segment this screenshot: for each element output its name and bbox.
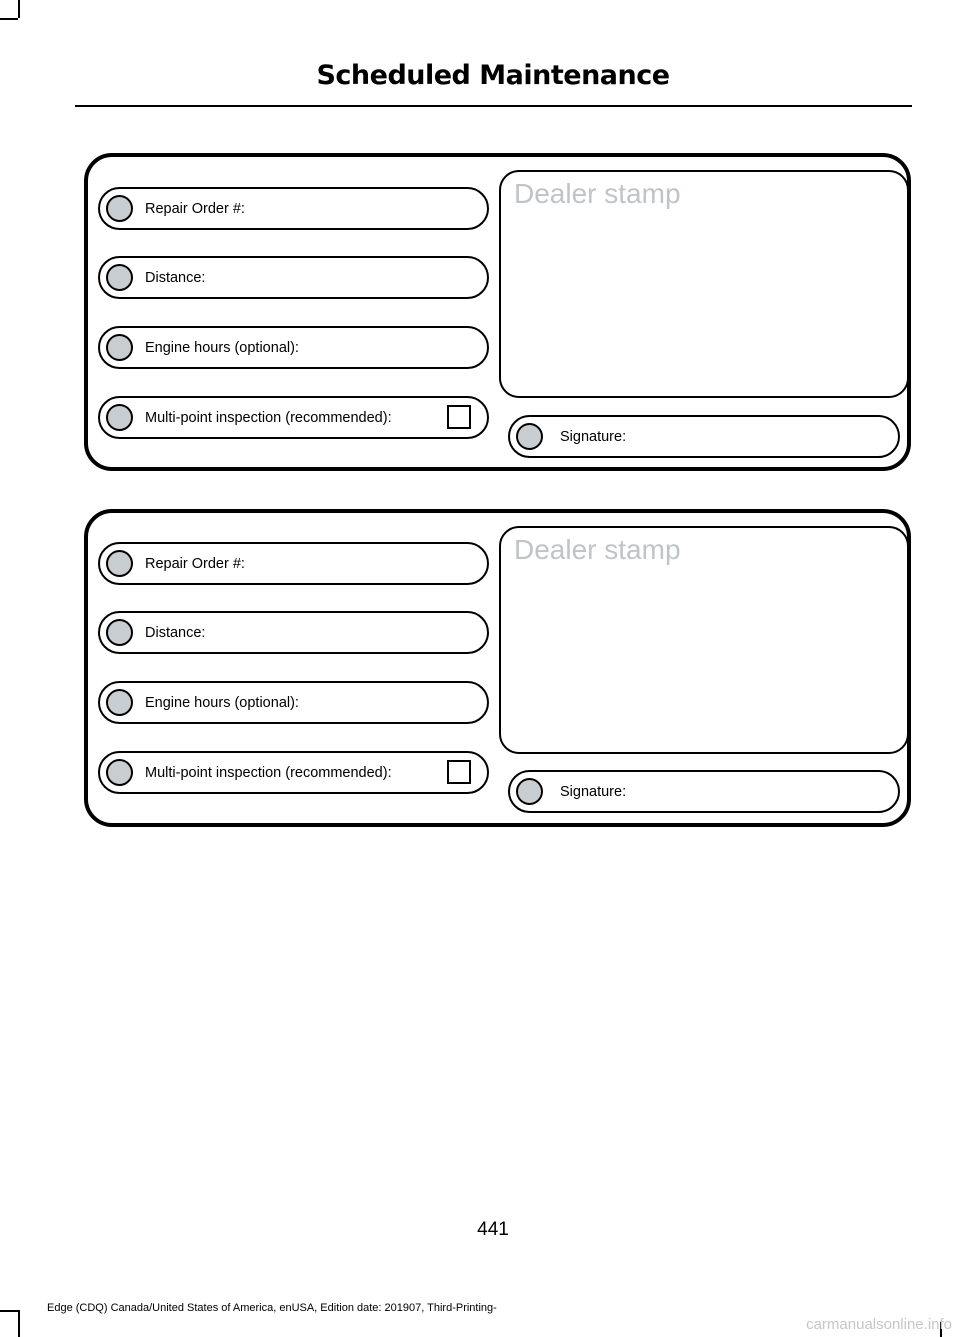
crop-mark-top-left <box>18 0 20 18</box>
inspection-checkbox[interactable] <box>447 760 471 784</box>
dealer-stamp-label: Dealer stamp <box>514 534 681 565</box>
signature-field[interactable] <box>508 770 900 813</box>
field-marker-icon <box>106 404 133 431</box>
signature-label: Signature: <box>560 429 627 445</box>
field-marker-icon <box>106 334 133 361</box>
signature-label: Signature: <box>560 784 627 800</box>
maintenance-record-card-1 <box>84 153 911 471</box>
dealer-stamp-box <box>499 526 909 754</box>
signature-field[interactable] <box>508 415 900 458</box>
repair-order-label: Repair Order #: <box>145 556 245 572</box>
field-marker-icon <box>106 759 133 786</box>
maintenance-record-card-2 <box>84 509 911 827</box>
crop-mark-bottom-left <box>18 1310 20 1337</box>
engine-hours-label: Engine hours (optional): <box>145 695 299 711</box>
distance-field[interactable] <box>98 256 489 299</box>
dealer-stamp-box <box>499 170 909 398</box>
field-marker-icon <box>106 264 133 291</box>
crop-mark-bottom-left <box>0 1310 18 1312</box>
field-marker-icon <box>516 778 543 805</box>
engine-hours-field[interactable] <box>98 681 489 724</box>
repair-order-field[interactable] <box>98 542 489 585</box>
crop-mark-top-left <box>0 18 18 20</box>
field-marker-icon <box>106 550 133 577</box>
title-divider <box>75 105 912 107</box>
dealer-stamp-label: Dealer stamp <box>514 178 681 209</box>
page-title: Scheduled Maintenance <box>316 60 670 91</box>
engine-hours-field[interactable] <box>98 326 489 369</box>
inspection-checkbox[interactable] <box>447 405 471 429</box>
inspection-field <box>98 751 489 794</box>
page-number: 441 <box>477 1219 509 1240</box>
inspection-label: Multi-point inspection (recommended): <box>145 765 392 781</box>
watermark: carmanualsonline.info <box>806 1316 952 1333</box>
field-marker-icon <box>106 619 133 646</box>
field-marker-icon <box>516 423 543 450</box>
inspection-field <box>98 396 489 439</box>
distance-label: Distance: <box>145 270 206 286</box>
engine-hours-label: Engine hours (optional): <box>145 340 299 356</box>
distance-field[interactable] <box>98 611 489 654</box>
repair-order-field[interactable] <box>98 187 489 230</box>
field-marker-icon <box>106 195 133 222</box>
edition-footer: Edge (CDQ) Canada/United States of America, enUSA, Edition date: 201907, Third-Printing- <box>47 1302 497 1314</box>
inspection-label: Multi-point inspection (recommended): <box>145 410 392 426</box>
field-marker-icon <box>106 689 133 716</box>
distance-label: Distance: <box>145 625 206 641</box>
repair-order-label: Repair Order #: <box>145 201 245 217</box>
